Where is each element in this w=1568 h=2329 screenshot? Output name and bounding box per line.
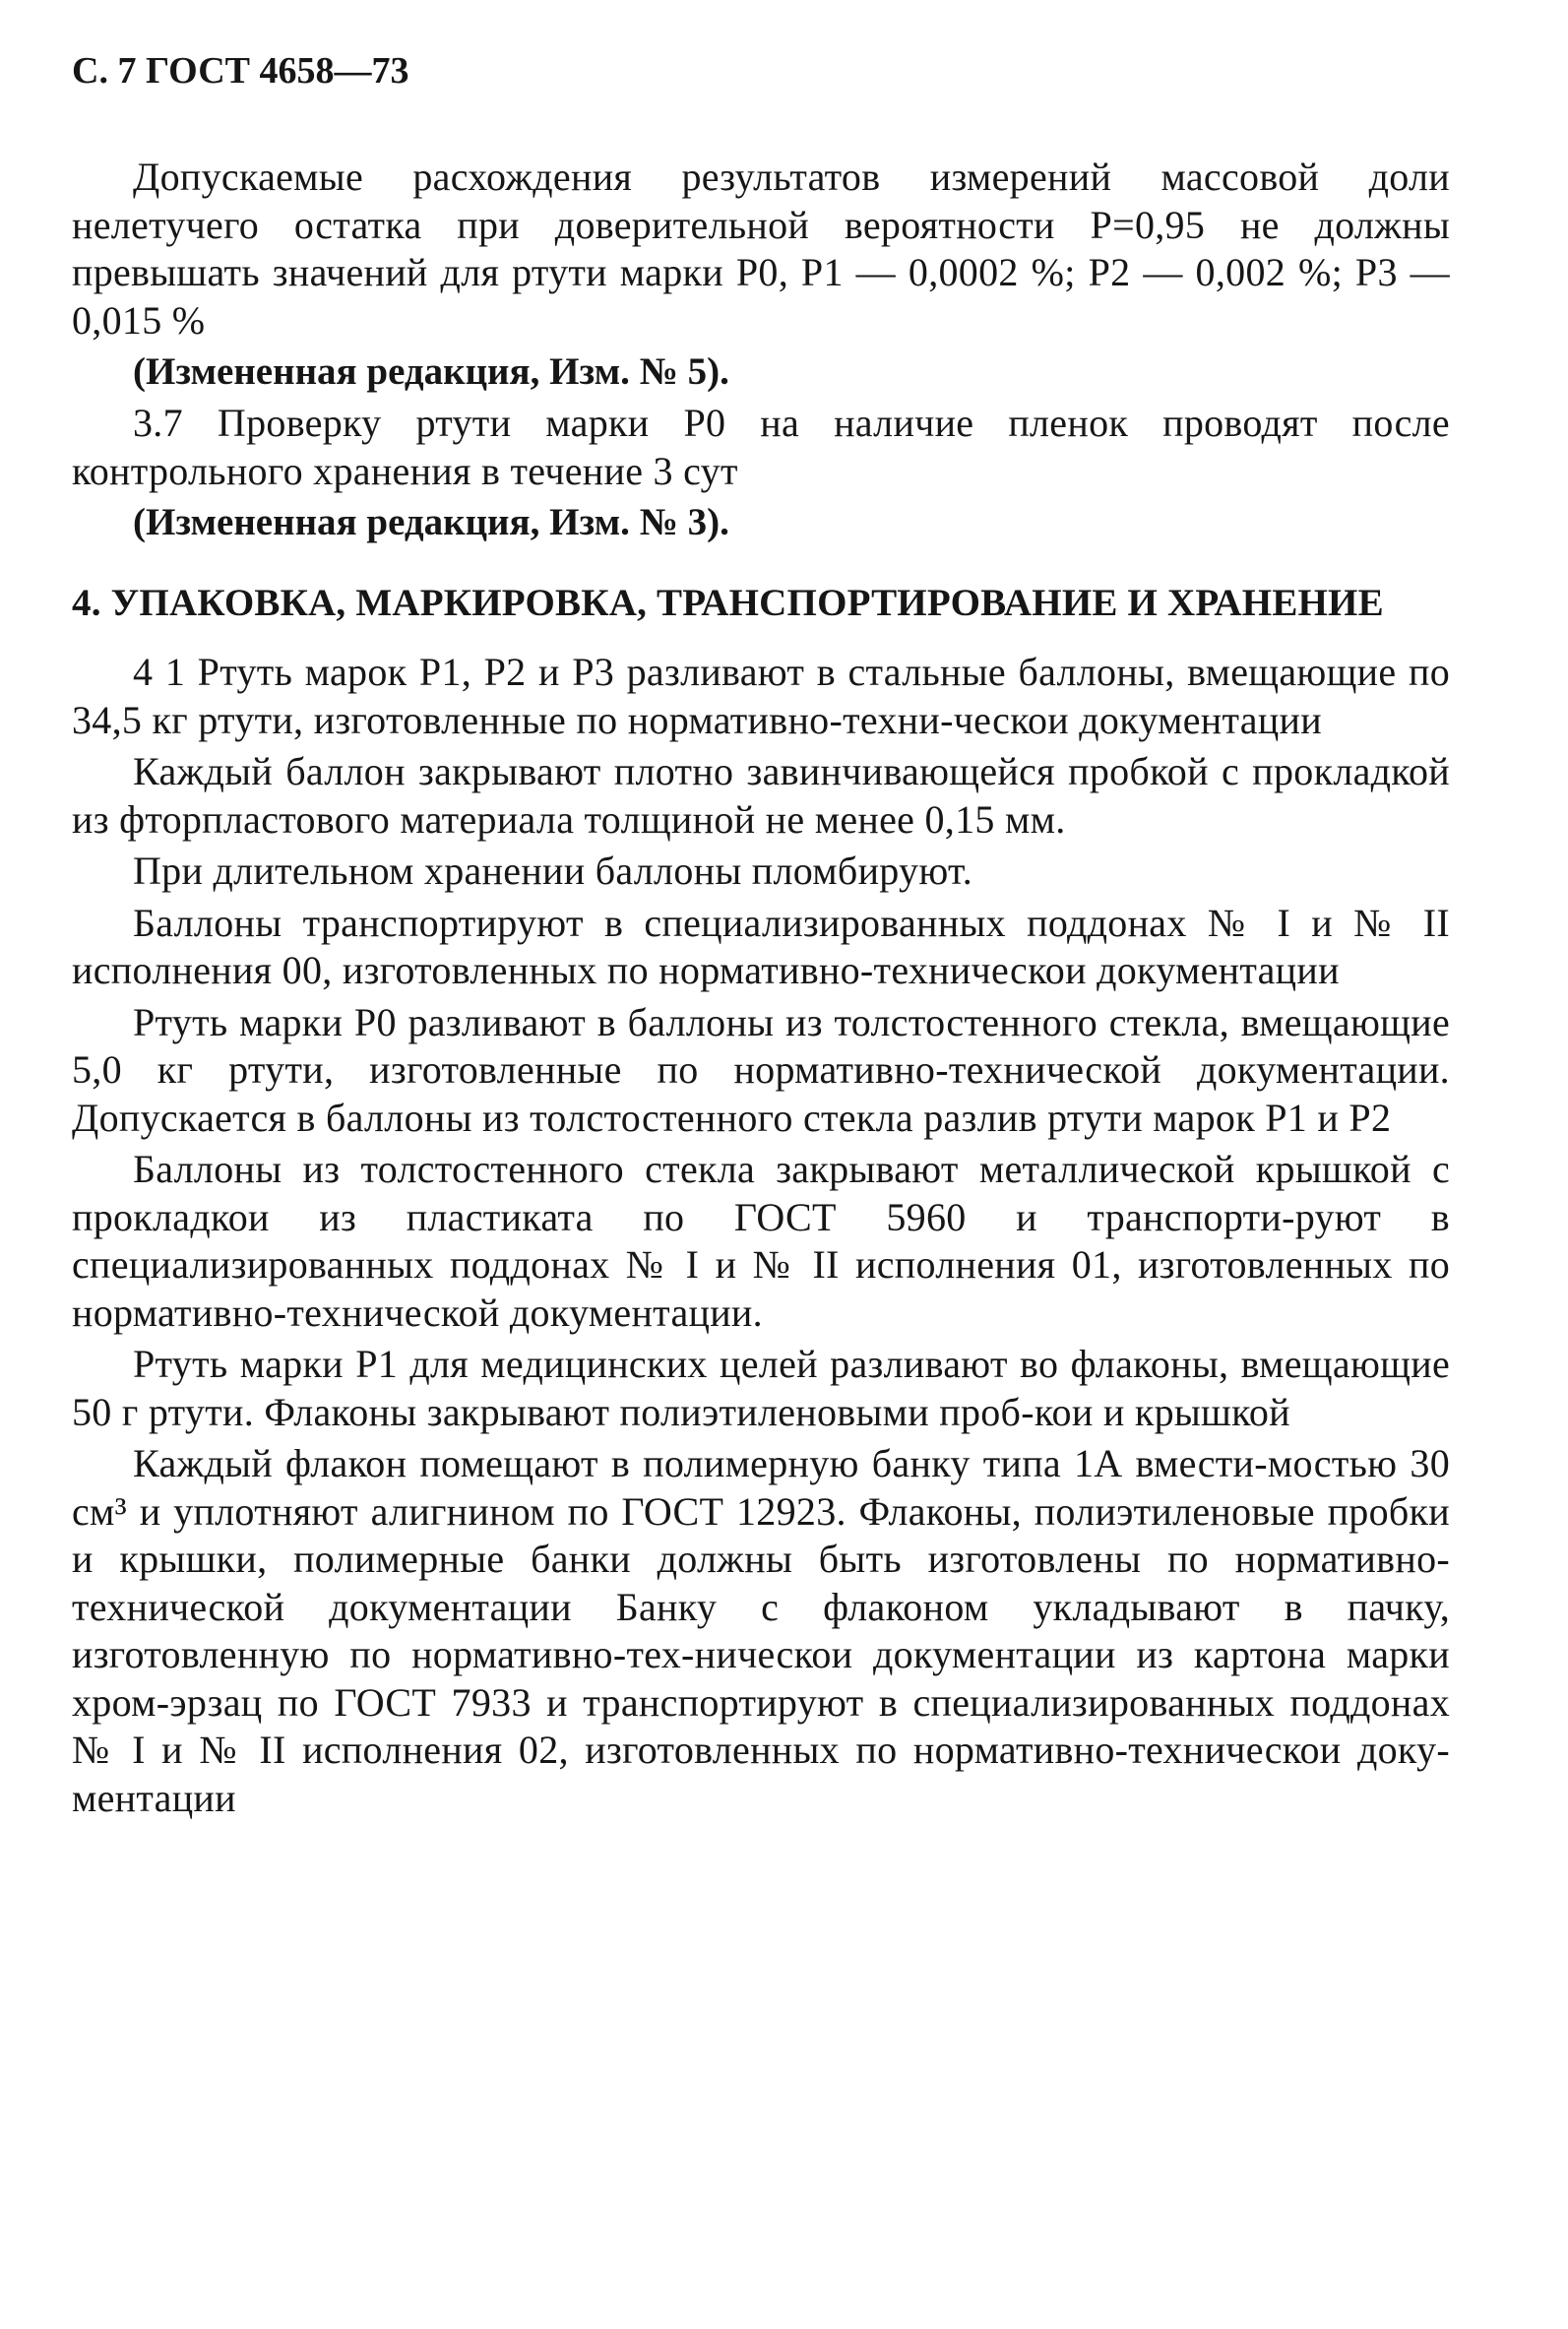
paragraph-glass-closure: Баллоны из толстостенного стекла закрывают металлической крышкой с прокладкои из пластиката по ГОСТ 5960 и транспорти-руют в специализированных поддонах № I и № II исполнения 01, изготовленных по нормативно-технической документации. (72, 1147, 1450, 1335)
paragraph-4-1: 4 1 Ртуть марок Р1, Р2 и Р3 разливают в стальные баллоны, вмещающие по 34,5 кг ртути, изготовленные по нормативно-техни-ческои документации (72, 650, 1450, 742)
paragraph-3-7: 3.7 Проверку ртути марки Р0 на наличие пленок проводят после контрольного хранения в течение 3 сут (72, 401, 1450, 493)
paragraph-tolerance: Допускаемые расхождения результатов измерений массовой доли нелетучего остатка при доверительной вероятности P=0,95 не должны превышать значений для ртути марки Р0, Р1 — 0,0002 %; Р2 — 0,002 %; Р3 — 0,015 % (72, 155, 1450, 343)
paragraph-medical-vials: Ртуть марки Р1 для медицинских целей разливают во флаконы, вмещающие 50 г ртути. Флаконы закрывают полиэтиленовыми проб-кои и крышкой (72, 1342, 1450, 1434)
paragraph-glass-cylinders: Ртуть марки Р0 разливают в баллоны из толстостенного стекла, вмещающие 5,0 кг ртути, изготовленные по нормативно-технической документации. Допускается в баллоны из толстостенного стекла разлив ртути марок Р1 и Р2 (72, 999, 1450, 1140)
amendment-note-5: (Измененная редакция, Изм. № 5). (133, 350, 729, 393)
paragraph-transport-pallets: Баллоны транспортируют в специализированных поддонах № I и № II исполнения 00, изготовленных по нормативно-техническои документации (72, 900, 1450, 992)
amendment-note-3: (Измененная редакция, Изм. № 3). (133, 501, 729, 543)
section-title-4: 4. УПАКОВКА, МАРКИРОВКА, ТРАНСПОРТИРОВАНИЕ И ХРАНЕНИЕ (72, 582, 1384, 624)
paragraph-long-storage: При длительном хранении баллоны пломбируют. (133, 849, 973, 893)
paragraph-vial-packaging: Каждый флакон помещают в полимерную банку типа 1А вмести-мостью 30 см³ и уплотняют алигнином по ГОСТ 12923. Флаконы, полиэтиленовые пробки и крышки, полимерные банки должны быть изготовлены по нормативно-технической документации Банку с флаконом укладывают в пачку, изготовленную по нормативно-тех-ническои документации из картона марки хром-эрзац по ГОСТ 7933 и транспортируют в специализированных поддонах № I и № II исполнения 02, изготовленных по нормативно-техническои доку-ментации (72, 1441, 1450, 1820)
paragraph-cylinder-closure: Каждый баллон закрывают плотно завинчивающейся пробкой с прокладкой из фторпластового материала толщиной не менее 0,15 мм. (72, 749, 1450, 842)
document-page (72, 47, 1450, 1826)
page-header: С. 7 ГОСТ 4658—73 (72, 50, 409, 92)
